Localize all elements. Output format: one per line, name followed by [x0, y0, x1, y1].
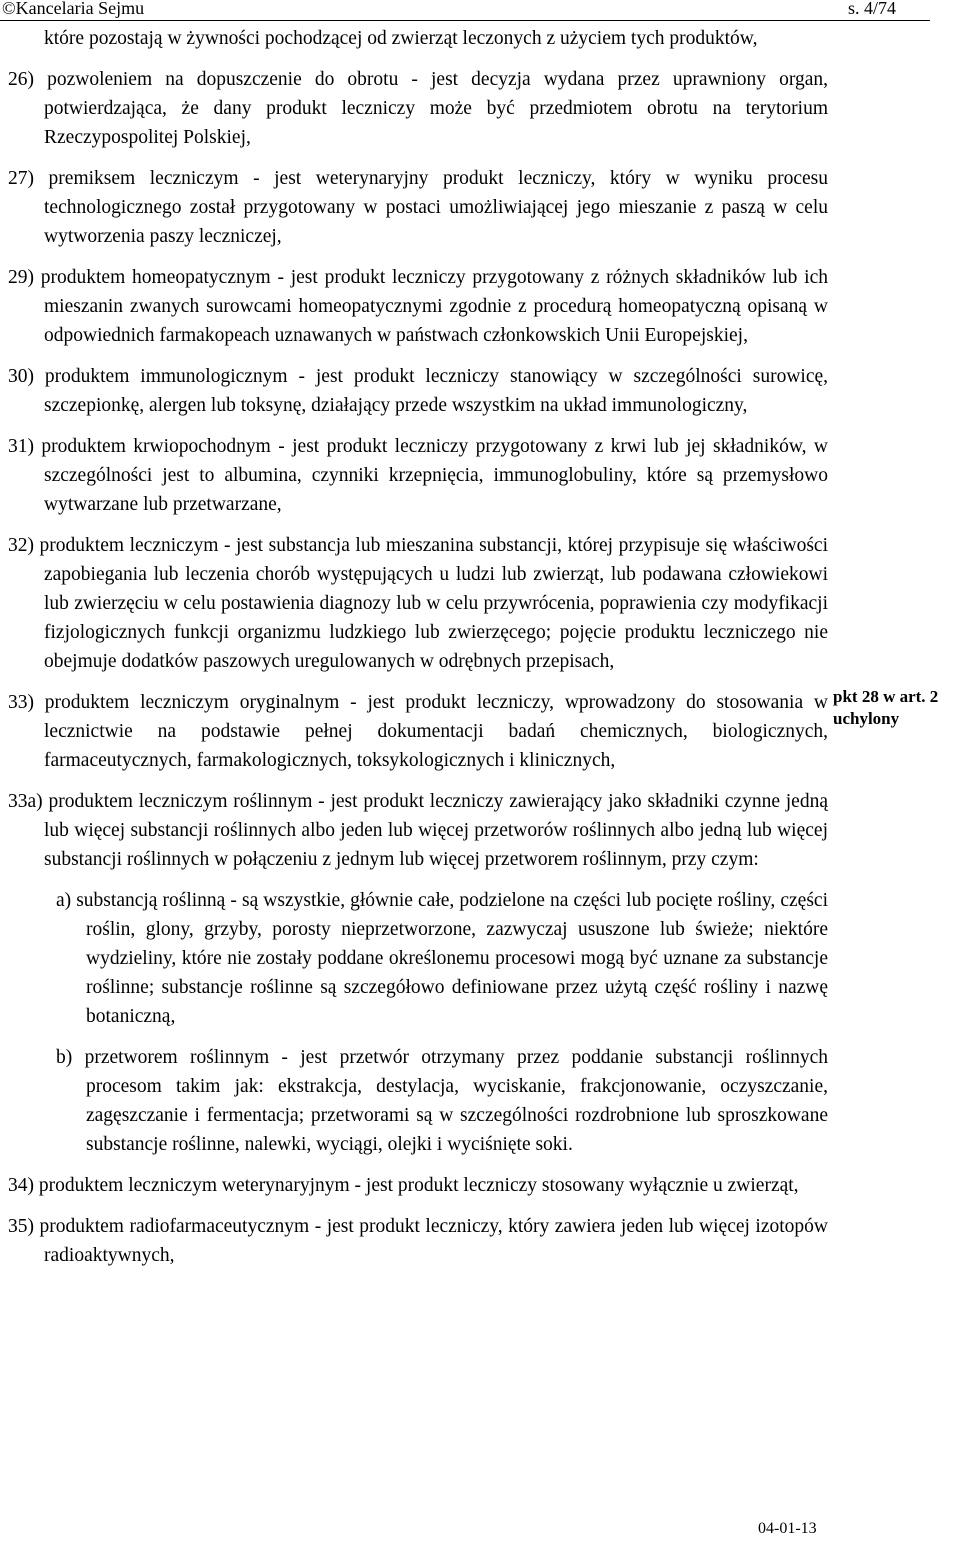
page-footer-date: 04-01-13 — [758, 1520, 817, 1537]
definition-33a: 33a) produktem leczniczym roślinnym - jest produkt leczniczy zawierający jako składniki czynne jedną lub więcej substancji roślinnych albo jeden lub więcej przetworów roślinnych albo jedną lub więcej substancji roślinnych w połączeniu z jednym lub więcej przetworem roślinnym, przy czym: — [8, 791, 828, 870]
definition-29: 29) produktem homeopatycznym - jest produkt leczniczy przygotowany z różnych składników lub ich mieszanin zwanych surowcami homeopatycznymi zgodnie z procedurą homeopatyczną opisaną w odpowiednich farmakopeach uznawanych w państwach członkowskich Unii Europejskiej, — [8, 267, 828, 346]
document-body — [8, 24, 828, 1282]
page-header — [0, 0, 960, 21]
publisher-label: ©Kancelaria Sejmu — [2, 0, 145, 18]
definition-33: 33) produktem leczniczym oryginalnym - jest produkt leczniczy, wprowadzony do stosowania w lecznictwie na podstawie pełnej dokumentacji badań chemicznych, biologicznych, farmaceutycznych, farmakologicznych, toksykologicznych i klinicznych, — [8, 692, 828, 771]
definition-33a-a: a) substancją roślinną - są wszystkie, głównie całe, podzielone na części lub pocięte rośliny, części roślin, glony, grzyby, porosty nieprzetworzone, zazwyczaj ususzone lub świeże; niektóre wydzieliny, które nie zostały poddane określonemu procesowi mogą być uznane za substancje roślinne; substancje roślinne są szczegółowo definiowane przez użytą część rośliny i nazwę botaniczną, — [56, 890, 828, 1027]
definition-32: 32) produktem leczniczym - jest substancja lub mieszanina substancji, której przypisuje się właściwości zapobiegania lub leczenia chorób występujących u ludzi lub zwierząt, lub podawana człowiekowi lub zwierzęciu w celu postawienia diagnozy lub w celu przywrócenia, poprawienia czy modyfikacji fizjologicznych funkcji organizmu ludzkiego lub zwierzęcego; pojęcie produktu leczniczego nie obejmuje dodatków paszowych uregulowanych w odrębnych przepisach, — [8, 535, 828, 672]
definition-31: 31) produktem krwiopochodnym - jest produkt leczniczy przygotowany z krwi lub jej składników, w szczególności jest to albumina, czynniki krzepnięcia, immunoglobuliny, które są przemysłowo wytwarzane lub przetwarzane, — [8, 436, 828, 515]
paragraph-continuation: które pozostają w żywności pochodzącej od zwierząt leczonych z użyciem tych produktów, — [44, 28, 758, 49]
header-divider — [0, 20, 930, 21]
definition-30: 30) produktem immunologicznym - jest produkt leczniczy stanowiący w szczególności surowicę, szczepionkę, alergen lub toksynę, działający przede wszystkim na układ immunologiczny, — [8, 366, 828, 416]
page-number: s. 4/74 — [848, 0, 897, 18]
definition-33a-b: b) przetworem roślinnym - jest przetwór otrzymany przez poddanie substancji roślinnych procesom takim jak: ekstrakcja, destylacja, wyciskanie, frakcjonowanie, oczyszczanie, zagęszczanie i fermentacja; przetworami są w szczególności rozdrobnione lub sproszkowane substancje roślinne, nalewki, wyciągi, olejki i wyciśnięte soki. — [56, 1047, 828, 1155]
definition-26: 26) pozwoleniem na dopuszczenie do obrotu - jest decyzja wydana przez uprawniony organ, potwierdzająca, że dany produkt leczniczy może być przedmiotem obrotu na terytorium Rzeczypospolitej Polskiej, — [8, 69, 828, 148]
margin-note: pkt 28 w art. 2 uchylony — [833, 687, 939, 728]
definition-34: 34) produktem leczniczym weterynaryjnym - jest produkt leczniczy stosowany wyłącznie u zwierząt, — [8, 1175, 799, 1196]
definition-27: 27) premiksem leczniczym - jest weterynaryjny produkt leczniczy, który w wyniku procesu technologicznego został przygotowany w postaci umożliwiającej jego mieszanie z paszą w celu wytworzenia paszy leczniczej, — [8, 168, 828, 247]
definition-35: 35) produktem radiofarmaceutycznym - jest produkt leczniczy, który zawiera jeden lub więcej izotopów radioaktywnych, — [8, 1216, 828, 1266]
